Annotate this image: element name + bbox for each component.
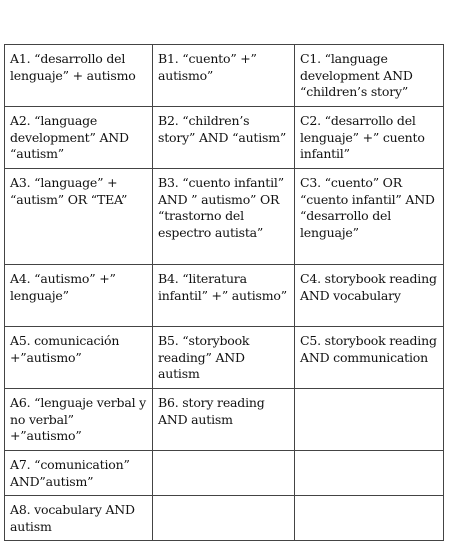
table-row	[5, 265, 444, 327]
table-cell-b8-empty	[153, 496, 295, 541]
table-cell-b4: B4. “literatura infantil” +” autismo”	[153, 265, 295, 327]
table-row	[5, 451, 444, 496]
table-cell-c8-empty	[295, 496, 444, 541]
table-cell-a5: A5. comunicación +”autismo”	[5, 327, 153, 389]
table-cell-b5: B5. “storybook reading” AND autism	[153, 327, 295, 389]
search-terms-table	[4, 44, 444, 541]
table-row	[5, 169, 444, 265]
table-row	[5, 107, 444, 169]
table-row	[5, 45, 444, 107]
table-cell-a6: A6. “lenguaje verbal y no verbal” +”autismo”	[5, 389, 153, 451]
table-cell-c1: C1. “language development AND “children’s story”	[295, 45, 444, 107]
table-cell-a4: A4. “autismo” +” lenguaje”	[5, 265, 153, 327]
table-cell-a7: A7. “comunication” AND”autism”	[5, 451, 153, 496]
table-cell-c5: C5. storybook reading AND communication	[295, 327, 444, 389]
table-row	[5, 389, 444, 451]
table-cell-b2: B2. “children’s story” AND “autism”	[153, 107, 295, 169]
table-cell-c7-empty	[295, 451, 444, 496]
table-cell-b1: B1. “cuento” +” autismo”	[153, 45, 295, 107]
table-cell-a2: A2. “language development” AND “autism”	[5, 107, 153, 169]
table-cell-c3: C3. “cuento” OR “cuento infantil” AND “desarrollo del lenguaje”	[295, 169, 444, 265]
table-cell-c4: C4. storybook reading AND vocabulary	[295, 265, 444, 327]
table-cell-a1: A1. “desarrollo del lenguaje” + autismo	[5, 45, 153, 107]
table-cell-b6: B6. story reading AND autism	[153, 389, 295, 451]
table-cell-b3: B3. “cuento infantil” AND ” autismo” OR “trastorno del espectro autista”	[153, 169, 295, 265]
table-cell-a8: A8. vocabulary AND autism	[5, 496, 153, 541]
table-cell-a3: A3. “language” + “autism” OR “TEA”	[5, 169, 153, 265]
table-cell-b7-empty	[153, 451, 295, 496]
table-cell-c6-empty	[295, 389, 444, 451]
table-cell-c2: C2. “desarrollo del lenguaje” +” cuento infantil”	[295, 107, 444, 169]
table-row	[5, 496, 444, 541]
table-row	[5, 327, 444, 389]
